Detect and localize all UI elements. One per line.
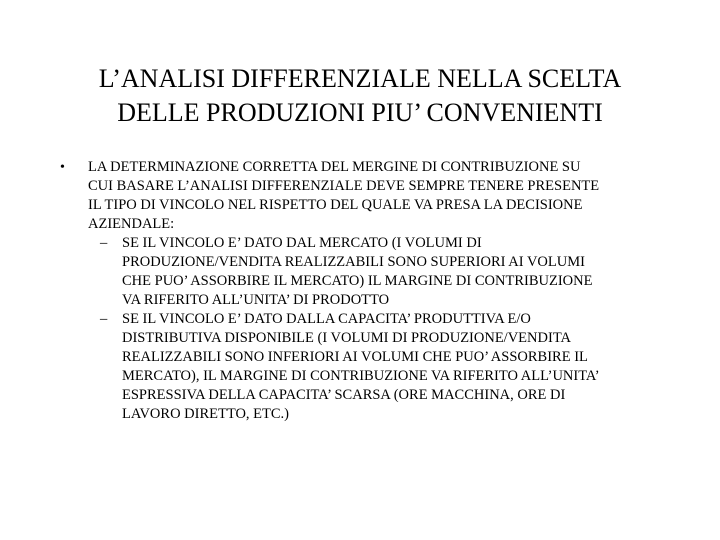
- bullet-text: [88, 158, 700, 234]
- sub-list: [60, 234, 700, 424]
- sub-item-capacity: [60, 310, 700, 424]
- sub-item-text: [122, 234, 700, 310]
- dash-icon: –: [100, 235, 108, 251]
- bullet-dot-icon: •: [60, 160, 65, 175]
- dash-icon: –: [100, 311, 108, 327]
- sub-item-text: [122, 310, 700, 424]
- bullet-line-1: LA DETERMINAZIONE CORRETTA DEL MERGINE DI CONTRIBUZIONE SU: [88, 159, 581, 175]
- bullet-line-4: AZIENDALE:: [88, 216, 175, 232]
- slide-title: [40, 62, 680, 130]
- slide-body: [60, 158, 700, 424]
- sub-item-1-line-1: SE IL VINCOLO E’ DATO DAL MERCATO (I VOLUMI DI: [122, 235, 482, 251]
- sub-item-2-line-2: DISTRIBUTIVA DISPONIBILE (I VOLUMI DI PRODUZIONE/VENDITA: [122, 330, 571, 346]
- sub-item-2-line-5: ESPRESSIVA DELLA CAPACITA’ SCARSA (ORE MACCHINA, ORE DI: [122, 387, 566, 403]
- sub-item-1-line-2: PRODUZIONE/VENDITA REALIZZABILI SONO SUPERIORI AI VOLUMI: [122, 254, 585, 270]
- sub-item-market: [60, 234, 700, 310]
- sub-item-2-line-3: REALIZZABILI SONO INFERIORI AI VOLUMI CHE PUO’ ASSORBIRE IL: [122, 349, 588, 365]
- title-line-2: DELLE PRODUZIONI PIU’ CONVENIENTI: [117, 98, 603, 127]
- sub-item-2-line-1: SE IL VINCOLO E’ DATO DALLA CAPACITA’ PRODUTTIVA E/O: [122, 311, 531, 327]
- sub-item-1-line-3: CHE PUO’ ASSORBIRE IL MERCATO) IL MARGINE DI CONTRIBUZIONE: [122, 273, 593, 289]
- title-line-1: L’ANALISI DIFFERENZIALE NELLA SCELTA: [98, 64, 622, 93]
- bullet-item: [60, 158, 700, 234]
- bullet-line-2: CUI BASARE L’ANALISI DIFFERENZIALE DEVE SEMPRE TENERE PRESENTE: [88, 178, 600, 194]
- sub-item-2-line-6: LAVORO DIRETTO, ETC.): [122, 406, 290, 422]
- bullet-line-3: IL TIPO DI VINCOLO NEL RISPETTO DEL QUALE VA PRESA LA DECISIONE: [88, 197, 583, 213]
- sub-item-2-line-4: MERCATO), IL MARGINE DI CONTRIBUZIONE VA RIFERITO ALL’UNITA’: [122, 368, 600, 384]
- sub-item-1-line-4: VA RIFERITO ALL’UNITA’ DI PRODOTTO: [122, 292, 390, 308]
